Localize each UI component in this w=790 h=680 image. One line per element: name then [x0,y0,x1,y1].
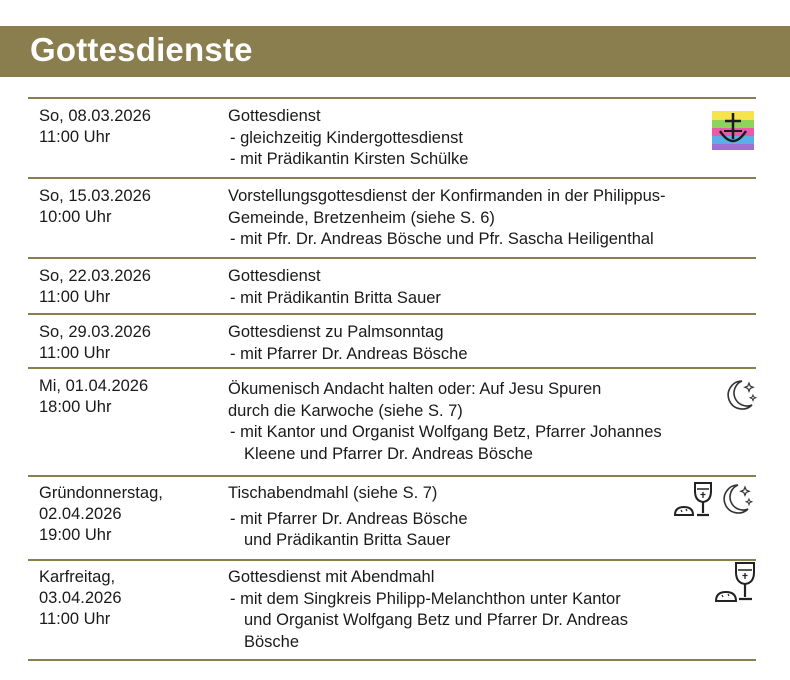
service-detail: und Prädikantin Britta Sauer [244,531,451,549]
description-cell [228,483,738,552]
table-row [28,559,756,661]
service-detail: - mit Pfr. Dr. Andreas Bösche und Pfr. Sascha Heiligenthal [230,230,654,248]
service-detail: Kleene und Pfarrer Dr. Andreas Bösche [244,444,533,463]
moon-stars-icon [718,481,754,522]
table-row [28,475,756,561]
service-detail: - mit dem Singkreis Philipp-Melanchthon unter Kantor [230,589,621,608]
table-bottom-rule [28,659,756,661]
table-row [28,97,756,179]
table-row [28,367,756,477]
service-detail: und Organist Wolfgang Betz und Pfarrer Dr. Andreas [244,611,628,629]
time-line: 11:00 Uhr [39,344,111,362]
description-cell [228,106,738,171]
date-cell [39,483,163,546]
time-line: 18:00 Uhr [39,398,112,416]
time-line: 11:00 Uhr [39,610,111,628]
chalice-bread-icon [714,561,758,610]
time-line: 11:00 Uhr [39,128,111,146]
service-title: durch die Karwoche (siehe S. 7) [228,401,463,420]
service-title: Tischabendmahl (siehe S. 7) [228,484,438,502]
service-detail: - mit Pfarrer Dr. Andreas Bösche [230,344,468,363]
date-cell [39,186,151,228]
service-title: Gottesdienst [228,267,321,285]
date-cell [39,567,122,630]
date-line: So, 15.03.2026 [39,187,151,205]
table-row [28,257,756,315]
service-title: Ökumenisch Andacht halten oder: Auf Jesu Spuren [228,380,602,398]
date-line: 02.04.2026 [39,505,122,523]
table-row [28,177,756,259]
service-title: Gottesdienst [228,107,321,125]
description-cell [228,186,738,251]
date-line: So, 22.03.2026 [39,267,151,285]
kindergottesdienst-logo-icon [710,107,756,158]
date-line: Gründonnerstag, [39,484,163,502]
time-line: 11:00 Uhr [39,288,111,306]
moon-stars-icon [722,377,758,418]
chalice-bread-icon [673,481,717,524]
date-cell [39,322,151,364]
service-detail: - mit Pfarrer Dr. Andreas Bösche [230,509,468,528]
service-title: Vorstellungsgottesdienst der Konfirmanden in der Philippus- [228,187,666,205]
description-cell [228,567,738,653]
date-cell [39,376,148,418]
table-row [28,313,756,369]
date-cell [39,266,151,308]
service-detail: - mit Prädikantin Kirsten Schülke [230,150,469,168]
page-title: Gottesdienste [30,31,253,68]
date-line: So, 29.03.2026 [39,323,151,341]
description-cell [228,379,738,465]
service-detail: Bösche [244,632,300,651]
time-line: 10:00 Uhr [39,208,112,226]
service-detail: - gleichzeitig Kindergottesdienst [230,128,463,147]
service-detail: - mit Prädikantin Britta Sauer [230,288,441,307]
date-line: So, 08.03.2026 [39,107,151,125]
date-cell [39,106,151,148]
description-cell [228,322,738,365]
time-line: 19:00 Uhr [39,526,112,544]
description-cell [228,266,738,309]
date-line: 03.04.2026 [39,589,122,607]
date-line: Karfreitag, [39,568,116,586]
section-header [0,26,790,77]
date-line: Mi, 01.04.2026 [39,377,149,395]
service-detail: - mit Kantor und Organist Wolfgang Betz, Pfarrer Johannes [230,423,662,441]
service-title: Gottesdienst zu Palmsonntag [228,323,444,341]
service-title: Gemeinde, Bretzenheim (siehe S. 6) [228,208,495,227]
service-title: Gottesdienst mit Abendmahl [228,568,435,586]
